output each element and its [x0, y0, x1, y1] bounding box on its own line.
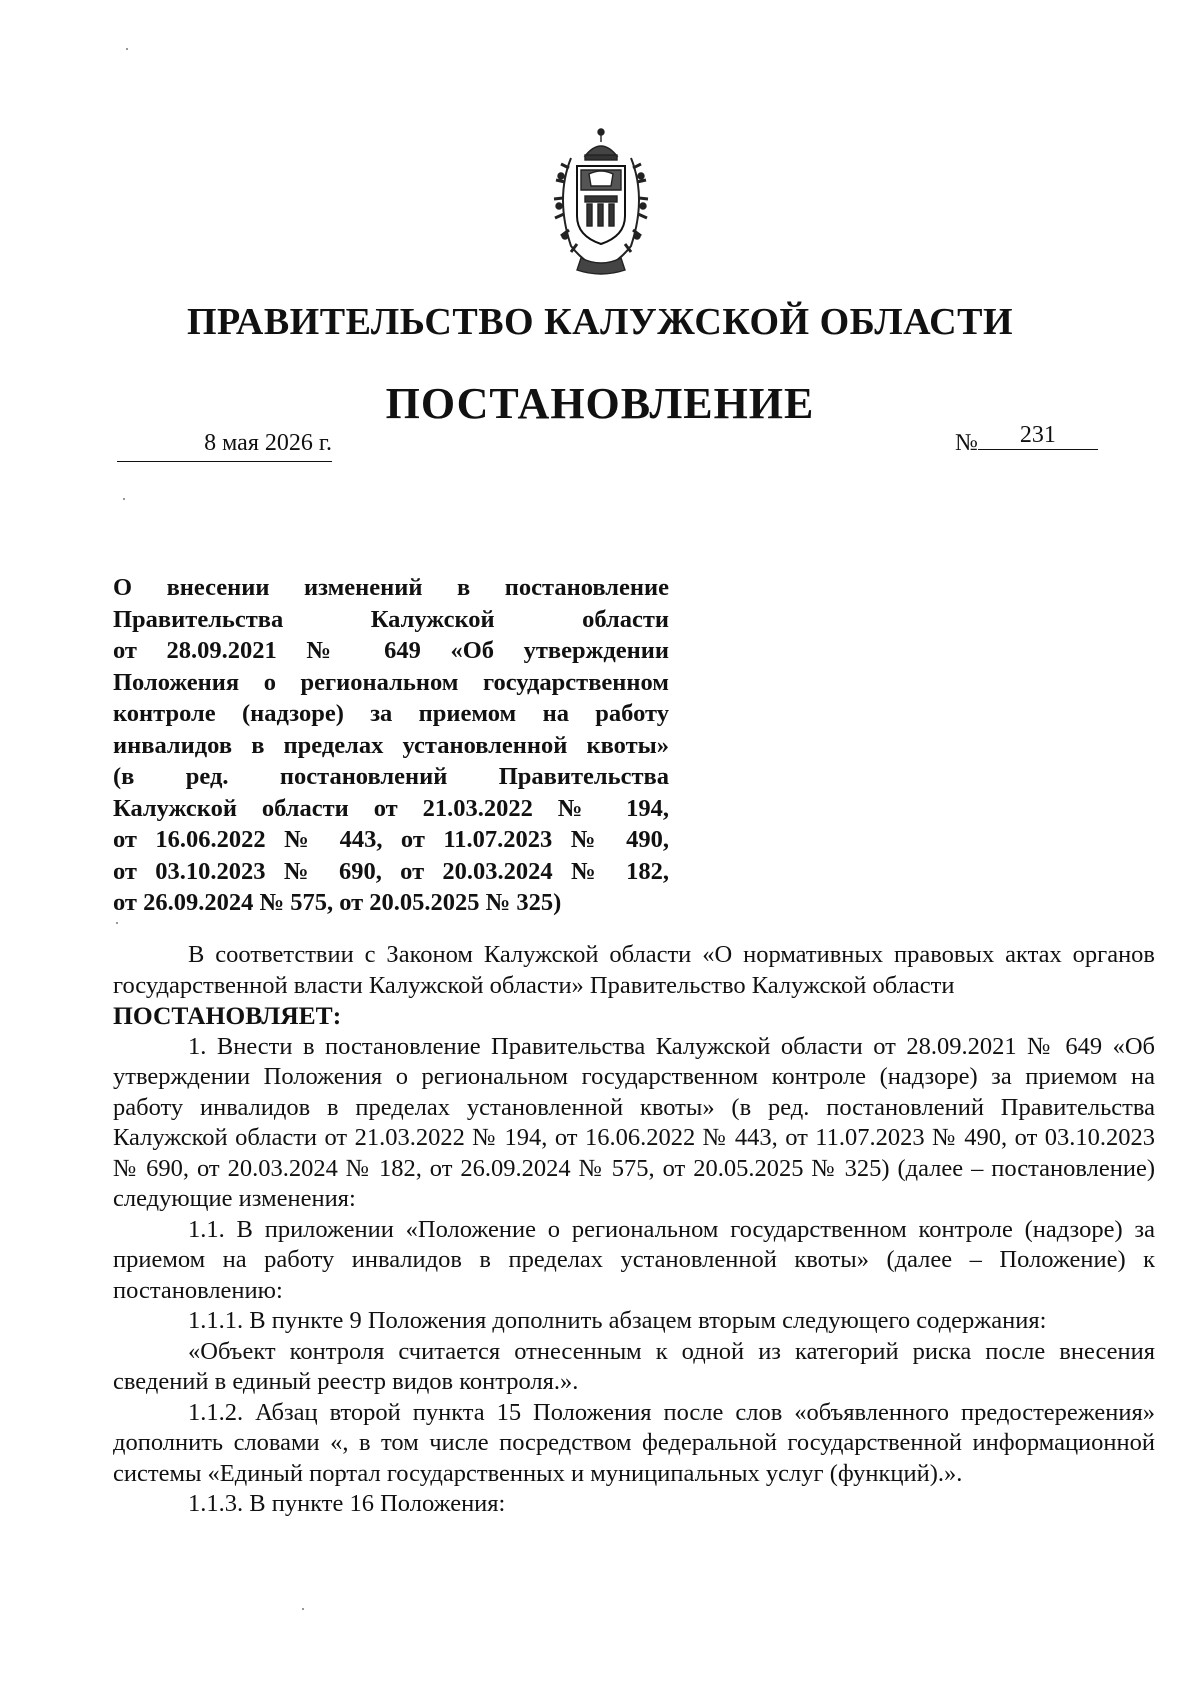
subject-line: Положения о региональном государственном — [113, 668, 669, 696]
government-title: ПРАВИТЕЛЬСТВО КАЛУЖСКОЙ ОБЛАСТИ — [186, 301, 1014, 343]
document-type-title: ПОСТАНОВЛЕНИЕ — [385, 379, 815, 428]
coat-of-arms-emblem — [541, 118, 661, 278]
subject-line: Калужской области от 21.03.2022 № 194, — [113, 794, 669, 822]
document-date: 8 мая 2026 г. — [117, 430, 332, 462]
paragraph-1: 1. Внести в постановление Правительства Калужской области от 28.09.2021 № 649 «Об утверждении Положения о региональном государственном контроле (надзоре) за приемом на работу инвалидов в пределах установленной квоты» (в ред. постановлений Правительства Калужской области от 21.03.2022 № 194, от 16.06.2022 № 443, от 11.07.2023 № 490, от 03.10.2023 № 690, от 20.03.2024 № 182, от 26.09.2024 № 575, от 20.05.2025 № 325) (далее – постановление) следующие изменения: — [113, 1032, 1155, 1212]
subject-line: от 26.09.2024 № 575, от 20.05.2025 № 325) — [113, 889, 562, 916]
subject-line: (в ред. постановлений Правительства — [113, 763, 669, 790]
subject-line: от 03.10.2023 № 690, от 20.03.2024 № 182, — [113, 857, 669, 885]
number-value: 231 — [978, 422, 1098, 450]
subject-line: Правительства Калужской области — [113, 605, 669, 633]
paragraph-1-1-1-quote: «Объект контроля считается отнесенным к одной из категорий риска после внесения сведений в единый реестр видов контроля.». — [113, 1337, 1155, 1395]
paragraph-1-1-2: 1.1.2. Абзац второй пункта 15 Положения после слов «объявленного предостережения» дополнить словами «, в том числе посредством федеральной государственной информационной системы «Единый портал государственных и муниципальных услуг (функций).». — [113, 1398, 1155, 1487]
subject-line: инвалидов в пределах установленной квоты» — [113, 731, 669, 759]
document-number — [955, 422, 1098, 458]
scan-speck — [126, 48, 128, 50]
paragraph-1-1: 1.1. В приложении «Положение о региональном государственном контроле (надзоре) за приемом на работу инвалидов в пределах установленной квоты» (далее – Положение) к постановлению: — [113, 1215, 1155, 1304]
subject-line: от 16.06.2022 № 443, от 11.07.2023 № 490, — [113, 826, 669, 853]
document-body — [113, 940, 1155, 1520]
scan-speck — [116, 922, 118, 924]
preamble-paragraph: В соответствии с Законом Калужской области «О нормативных правовых актах органов государственной власти Калужской области» Правительство Калужской области — [113, 941, 1155, 999]
paragraph-1-1-3: 1.1.3. В пункте 16 Положения: — [188, 1490, 506, 1517]
document-subject — [113, 572, 669, 919]
subject-line: от 28.09.2021 № 649 «Об утверждении — [113, 637, 669, 664]
decree-word: ПОСТАНОВЛЯЕТ: — [113, 1001, 342, 1030]
subject-line: О внесении изменений в постановление — [113, 574, 669, 601]
number-sign: № — [955, 430, 978, 456]
scan-speck — [123, 498, 125, 500]
scan-speck — [302, 1608, 304, 1610]
subject-line: контроле (надзоре) за приемом на работу — [113, 700, 669, 727]
paragraph-1-1-1: 1.1.1. В пункте 9 Положения дополнить абзацем вторым следующего содержания: — [188, 1307, 1047, 1334]
